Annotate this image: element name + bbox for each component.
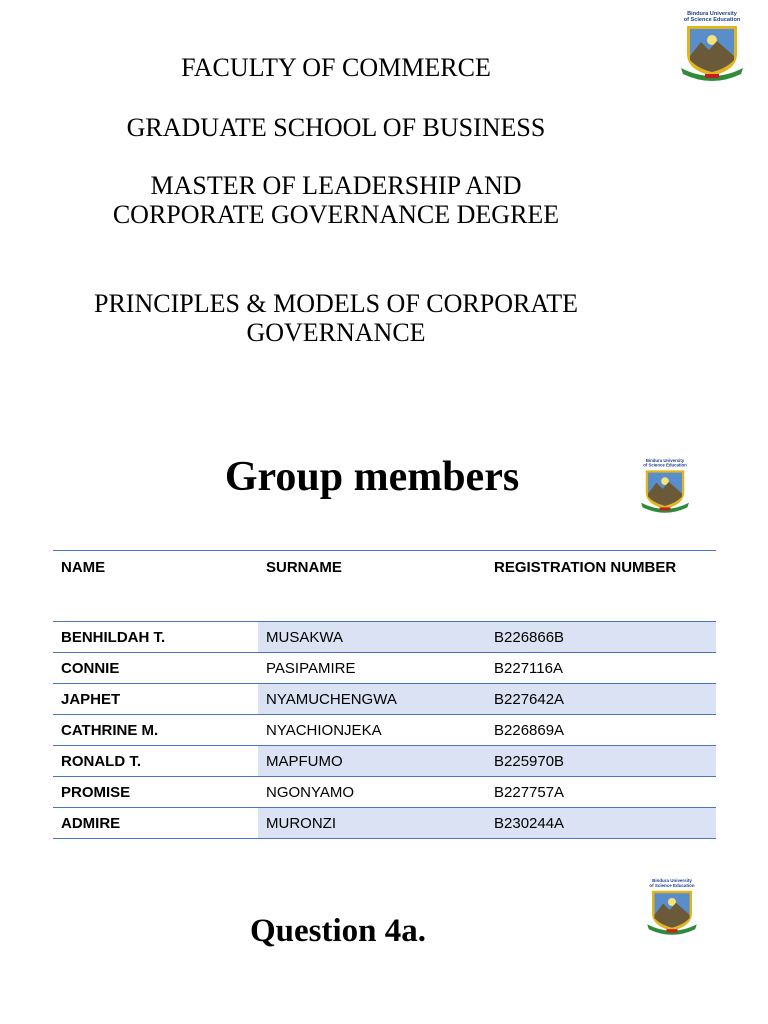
svg-text:of Science Education: of Science Education xyxy=(643,462,687,468)
member-surname: NYAMUCHENGWA xyxy=(258,684,486,715)
course-title-line1: PRINCIPLES & MODELS OF CORPORATE xyxy=(94,289,578,318)
header-surname: SURNAME xyxy=(258,551,486,622)
member-surname: NYACHIONJEKA xyxy=(258,715,486,746)
member-registration: B226869A xyxy=(486,715,716,746)
svg-text:Bindura University: Bindura University xyxy=(645,457,685,463)
member-surname: NGONYAMO xyxy=(258,777,486,808)
table-row xyxy=(53,808,716,839)
table-row xyxy=(53,715,716,746)
svg-text:Bindura University: Bindura University xyxy=(687,11,737,17)
degree-title-line2: CORPORATE GOVERNANCE DEGREE xyxy=(112,200,560,229)
group-title: Group members xyxy=(224,454,520,500)
course-title-line2: GOVERNANCE xyxy=(246,318,426,347)
member-registration: B230244A xyxy=(486,808,716,839)
faculty-title: FACULTY OF COMMERCE xyxy=(181,53,491,82)
school-title: GRADUATE SCHOOL OF BUSINESS xyxy=(126,113,546,142)
svg-text:Bindura University: Bindura University xyxy=(652,878,692,883)
table-row xyxy=(53,777,716,808)
group-members-table xyxy=(53,550,716,839)
header-name: NAME xyxy=(53,551,258,622)
member-registration: B227642A xyxy=(486,684,716,715)
member-name: ADMIRE xyxy=(53,808,258,839)
table-header-row xyxy=(53,551,716,622)
member-registration: B225970B xyxy=(486,746,716,777)
table-row xyxy=(53,653,716,684)
member-registration: B227116A xyxy=(486,653,716,684)
question-title: Question 4a. xyxy=(249,913,427,949)
header-registration-number: REGISTRATION NUMBER xyxy=(486,551,716,622)
member-name: RONALD T. xyxy=(53,746,258,777)
member-surname: MAPFUMO xyxy=(258,746,486,777)
member-registration: B227757A xyxy=(486,777,716,808)
university-logo xyxy=(638,452,692,518)
member-name: CATHRINE M. xyxy=(53,715,258,746)
degree-title-line1: MASTER OF LEADERSHIP AND xyxy=(150,171,522,200)
member-registration: B226866B xyxy=(486,622,716,653)
member-surname: MURONZI xyxy=(258,808,486,839)
table-row xyxy=(53,746,716,777)
member-surname: PASIPAMIRE xyxy=(258,653,486,684)
svg-text:of Science Education: of Science Education xyxy=(683,17,741,23)
member-name: PROMISE xyxy=(53,777,258,808)
table-row xyxy=(53,622,716,653)
table-row xyxy=(53,684,716,715)
university-logo xyxy=(677,8,747,82)
svg-text:of Science Education: of Science Education xyxy=(649,882,695,888)
member-name: BENHILDAH T. xyxy=(53,622,258,653)
member-name: CONNIE xyxy=(53,653,258,684)
member-surname: MUSAKWA xyxy=(258,622,486,653)
member-name: JAPHET xyxy=(53,684,258,715)
